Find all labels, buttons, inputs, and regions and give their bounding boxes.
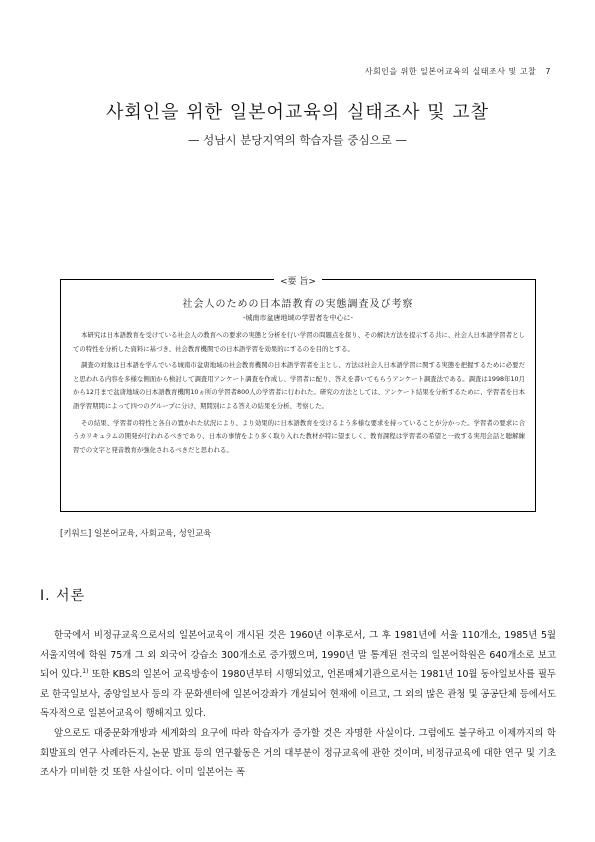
- paper-subtitle: — 성남시 분당지역의 학습자를 중심으로 —: [187, 133, 408, 147]
- section-number: I.: [40, 588, 51, 604]
- abstract-paragraph: 調査の対象は日本語を学んでいる城南市盆唐地域の社会教育機関の日本語学習者を主とし、方法は社会人日本語学習に関する実態を把握するために必要だと思われる内容を多様な側面から検討して調査用アンケート調査を作成し、学習者に配り、答えを書いてもらうアンケート調査法である。調査は1998年10月から12月まで盆唐地域の日本語教育機関10ヵ所の学習者800人の学習者に行われた。研究の方法としては、アンケート結果を分析するために、学習者を日本語学習期間によって四つのグループに分け、期間別による答えの結果を分析、考察した。: [73, 361, 525, 410]
- section-title: 서론: [56, 588, 86, 604]
- abstract-tag-label: <要 旨>: [274, 277, 322, 287]
- paper-title: 사회인을 위한 일본어교육의 실태조사 및 고찰: [106, 102, 489, 123]
- abstract-body: [73, 329, 525, 460]
- keywords: [키워드] 일본어교육, 사회교육, 성인교육: [60, 529, 212, 539]
- body-paragraph-rest: 또한 KBS의 일본어 교육방송이 1980년부터 시행되었고, 언론매체기관으로서는 1981년 10월 동아일보사를 필두로 한국일보사, 중앙일보사 등의 각 문화센터에 일본어강좌가 개설되어 현재에 이르고, 그 외의 많은 관청 및 공공단체 등에서도 독자적으로 일본어교육이 행해지고 있다.: [40, 669, 556, 720]
- abstract-box: [60, 279, 536, 512]
- body-text: [40, 626, 556, 783]
- footnote-ref: 1): [82, 668, 89, 676]
- section-heading: [40, 585, 85, 605]
- abstract-paragraph: 本研究は日本語教育を受けている社会人の教育への要求の実態と分析を行い学習の問題点を探り、その解決方法を提示する共に、社会人日本語学習者としての特性を分析した資料に基づき、社会教育機関での日本語学習を効果的にするのを目的とする。: [73, 331, 525, 353]
- abstract-title: 社会人のための日本語教育の実態調査及び考察: [182, 299, 414, 310]
- body-paragraph: [40, 626, 556, 724]
- running-title: 사회인을 위한 일본어교육의 실태조사 및 고찰: [364, 67, 537, 76]
- abstract-paragraph: その結果、学習者の特性と各自の置かれた状況により、より効果的に日本語教育を受けるよう多様な要求を持っていることが分かった。学習者の要求に合うカリキュラムの開発が行われるべきであり、日本の事情をより多く取り入れた教材が特に望ましく、教育課程は学習者の希望と一致する実用会話と聴解練習での文字と発音教育が強化されるべきだと思われる。: [73, 418, 525, 454]
- running-header: [365, 66, 551, 77]
- abstract-subtitle: -城南市盆唐地域の学習者を中心に-: [242, 314, 354, 322]
- page-number: 7: [545, 67, 551, 76]
- abstract-tag: [61, 274, 535, 287]
- body-paragraph: 앞으로도 대중문화개방과 세계화의 요구에 따라 학습자가 증가할 것은 자명한 사실이다. 그럼에도 불구하고 이제까지의 학회발표의 연구 사례라든지, 논문 발표 등의 연구활동은 거의 대부분이 정규교육에 관한 것이며, 비정규교육에 대한 연구 및 기초조사가 미비한 것 또한 사실이다. 이미 일본어는 폭: [40, 727, 556, 779]
- body-paragraph-main: 한국에서 비정규교육으로서의 일본어교육이 개시된 것은 1960년 이후로서, 그 후 1981년에 서울 110개소, 1985년 5월 서울지역에 학원 75개 그 외 외국어 강습소 300개소로 증가했으며, 1990년 말 통계된 전국의 일본어학원은 640개소로 보고되어 있다.: [40, 630, 556, 681]
